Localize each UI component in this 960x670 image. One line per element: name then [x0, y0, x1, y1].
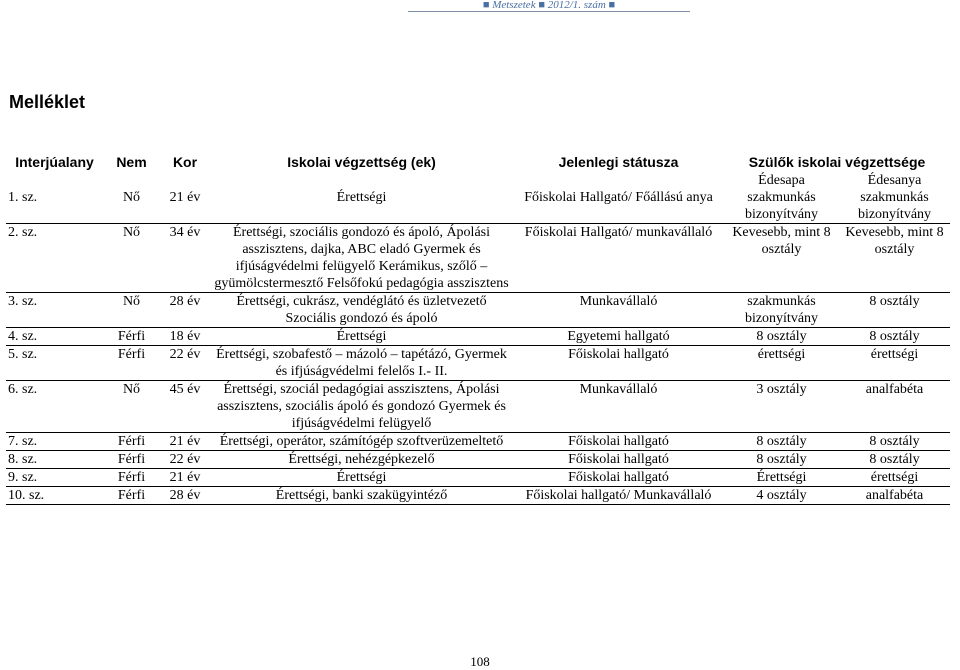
table-cell-age: 22 év	[160, 451, 210, 469]
interview-table	[6, 152, 950, 505]
table-cell-edu: Érettségi	[210, 189, 513, 224]
table-cell-id: 5. sz.	[6, 346, 103, 381]
table-cell-sex: Férfi	[103, 433, 160, 451]
table-cell-edu: Érettségi, banki szakügyintéző	[210, 487, 513, 505]
table-cell-status: Főiskolai hallgató	[513, 451, 724, 469]
table-cell-id: 10. sz.	[6, 487, 103, 505]
table-cell-sex: Nő	[103, 224, 160, 293]
table-cell-age: 21 év	[160, 189, 210, 224]
table-cell-status: Munkavállaló	[513, 381, 724, 433]
table-cell-status: Főiskolai hallgató	[513, 433, 724, 451]
table-cell-sex: Nő	[103, 381, 160, 433]
table-cell-edu: Érettségi, nehézgépkezelő	[210, 451, 513, 469]
table-cell-father: Kevesebb, mint 8 osztály	[724, 224, 839, 293]
table-cell-id: 4. sz.	[6, 328, 103, 346]
table-cell-id: 7. sz.	[6, 433, 103, 451]
table-cell-status: Egyetemi hallgató	[513, 328, 724, 346]
table-cell-id: 3. sz.	[6, 293, 103, 328]
col-header: Interjúalany	[15, 153, 94, 170]
table-cell-father: 8 osztály	[724, 328, 839, 346]
table-row	[6, 346, 950, 381]
table-cell-father: érettségi	[724, 346, 839, 381]
table-row	[6, 189, 950, 224]
table-cell-mother: 8 osztály	[839, 451, 950, 469]
table-cell-father: 8 osztály	[724, 433, 839, 451]
journal-header-text: ■ Metszetek ■ 2012/1. szám ■	[482, 0, 616, 11]
table-cell-sex: Férfi	[103, 346, 160, 381]
page-number: 108	[470, 654, 490, 669]
table-cell-status: Főiskolai hallgató/ Munkavállaló	[513, 487, 724, 505]
table-cell-age: 28 év	[160, 293, 210, 328]
table-cell-mother: érettségi	[839, 469, 950, 487]
table-cell-father: szakmunkás bizonyítvány	[724, 293, 839, 328]
table-cell-age: 21 év	[160, 469, 210, 487]
col-header: Nem	[116, 153, 147, 170]
table-header-row	[6, 152, 950, 172]
table-cell-id: 8. sz.	[6, 451, 103, 469]
table-cell-mother: analfabéta	[839, 381, 950, 433]
table-cell-id: 9. sz.	[6, 469, 103, 487]
table-cell-mother: 8 osztály	[839, 433, 950, 451]
table-cell-mother: 8 osztály	[839, 293, 950, 328]
table-row	[6, 469, 950, 487]
table-cell-edu: Érettségi	[210, 328, 513, 346]
table-cell-age: 45 év	[160, 381, 210, 433]
table-cell-id: 1. sz.	[6, 189, 103, 224]
table-cell-father: 3 osztály	[724, 381, 839, 433]
table-row	[6, 293, 950, 328]
table-cell-edu: Érettségi, szociális gondozó és ápoló, Ápolási asszisztens, dajka, ABC eladó Gyermek és ifjúságvédelmi felügyelő Kerámikus, szőlő – gyümölcstermesztő Felsőfokú pedagógia asszisztens	[210, 224, 513, 293]
col-subheader: Édesanya	[867, 173, 922, 188]
journal-header	[408, 0, 690, 13]
table-cell-age: 22 év	[160, 346, 210, 381]
table-cell-status: Főiskolai Hallgató/ munkavállaló	[513, 224, 724, 293]
table-cell-edu: Érettségi, szobafestő – mázoló – tapétázó, Gyermek és ifjúságvédelmi felelős I.- II.	[210, 346, 513, 381]
table-cell-status: Főiskolai hallgató	[513, 469, 724, 487]
table-cell-edu: Érettségi, cukrász, vendéglátó és üzletvezető Szociális gondozó és ápoló	[210, 293, 513, 328]
table-cell-sex: Nő	[103, 189, 160, 224]
col-header: Kor	[172, 153, 198, 170]
table-cell-mother: Kevesebb, mint 8 osztály	[839, 224, 950, 293]
table-cell-sex: Férfi	[103, 328, 160, 346]
table-cell-age: 28 év	[160, 487, 210, 505]
table-subheader-row	[6, 172, 950, 189]
col-subheader: Édesapa	[758, 173, 805, 188]
col-header: Iskolai végzettség (ek)	[287, 153, 436, 170]
table-cell-sex: Férfi	[103, 487, 160, 505]
table-row	[6, 487, 950, 505]
table-cell-edu: Érettségi, operátor, számítógép szoftverüzemeltető	[210, 433, 513, 451]
table-cell-age: 21 év	[160, 433, 210, 451]
table-cell-father: szakmunkás bizonyítvány	[724, 189, 839, 224]
table-row	[6, 381, 950, 433]
table-cell-mother: érettségi	[839, 346, 950, 381]
table-cell-father: 8 osztály	[724, 451, 839, 469]
table-cell-edu: Érettségi	[210, 469, 513, 487]
col-header: Szülők iskolai végzettsége	[748, 153, 926, 170]
table-cell-id: 2. sz.	[6, 224, 103, 293]
header-rule	[408, 11, 690, 12]
table-row	[6, 328, 950, 346]
table-cell-status: Főiskolai Hallgató/ Főállású anya	[513, 189, 724, 224]
col-header: Jelenlegi státusza	[558, 153, 679, 170]
table-cell-father: Érettségi	[724, 469, 839, 487]
table-cell-sex: Férfi	[103, 469, 160, 487]
table-cell-mother: 8 osztály	[839, 328, 950, 346]
table-cell-status: Főiskolai hallgató	[513, 346, 724, 381]
table-cell-edu: Érettségi, szociál pedagógiai asszisztens, Ápolási asszisztens, szociális ápoló és gondozó Gyermek és ifjúságvédelmi felügyelő	[210, 381, 513, 433]
table-cell-status: Munkavállaló	[513, 293, 724, 328]
table-row	[6, 224, 950, 293]
page-title: Melléklet	[9, 92, 86, 112]
table-cell-sex: Férfi	[103, 451, 160, 469]
table-cell-age: 18 év	[160, 328, 210, 346]
table-cell-sex: Nő	[103, 293, 160, 328]
table-cell-age: 34 év	[160, 224, 210, 293]
table-row	[6, 433, 950, 451]
table-cell-father: 4 osztály	[724, 487, 839, 505]
table-row	[6, 451, 950, 469]
table-cell-id: 6. sz.	[6, 381, 103, 433]
table-cell-mother: analfabéta	[839, 487, 950, 505]
table-cell-mother: szakmunkás bizonyítvány	[839, 189, 950, 224]
